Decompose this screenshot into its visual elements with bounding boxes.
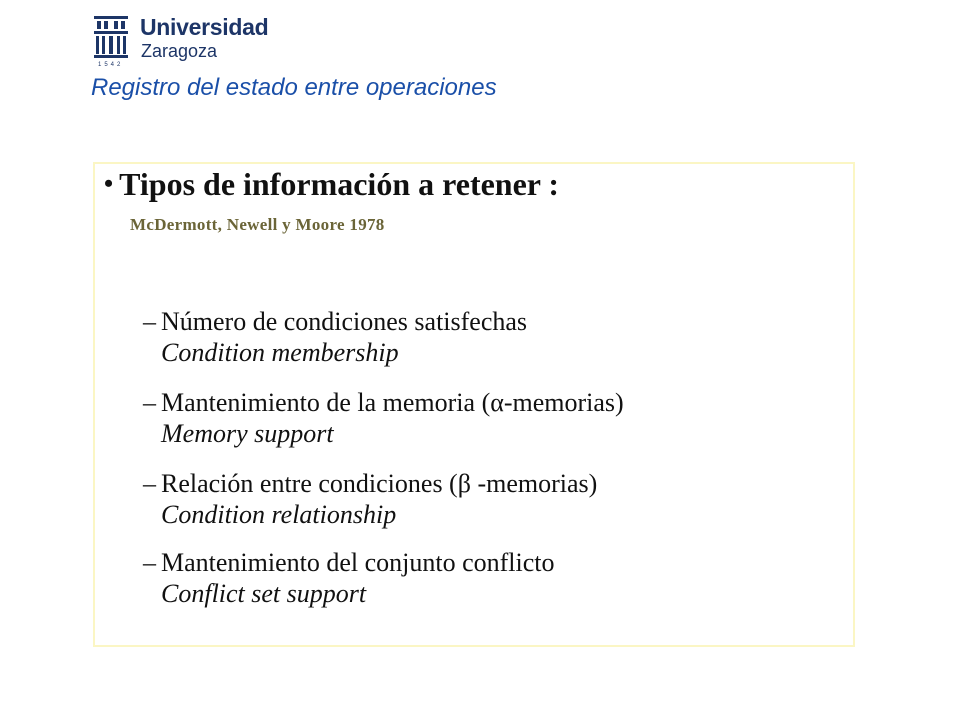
heading-text: Tipos de información a retener :	[119, 166, 560, 202]
university-logo	[92, 12, 312, 72]
bullet-icon: •	[104, 169, 114, 198]
section-heading	[104, 166, 559, 203]
list-item	[143, 306, 527, 368]
university-emblem-icon	[92, 14, 130, 62]
item-english: Memory support	[161, 419, 334, 448]
logo-year-text: 1542	[98, 62, 124, 68]
item-spanish: Número de condiciones satisfechas	[161, 307, 528, 336]
item-spanish: Mantenimiento del conjunto conflicto	[161, 548, 555, 577]
dash-marker: –	[143, 307, 156, 336]
item-spanish: Relación entre condiciones (β -memorias)	[161, 469, 598, 498]
item-spanish: Mantenimiento de la memoria (α-memorias)	[161, 388, 624, 417]
logo-city-text: Zaragoza	[141, 41, 218, 61]
list-item	[143, 468, 597, 530]
list-item	[143, 387, 624, 449]
logo-university-text: Universidad	[140, 14, 269, 40]
slide-title: Registro del estado entre operaciones	[91, 74, 497, 101]
dash-marker: –	[143, 548, 156, 577]
list-item	[143, 547, 555, 609]
dash-marker: –	[143, 388, 156, 417]
item-english: Condition membership	[161, 338, 399, 367]
item-english: Conflict set support	[161, 579, 367, 608]
citation: McDermott, Newell y Moore 1978	[130, 215, 385, 234]
dash-marker: –	[143, 469, 156, 498]
item-english: Condition relationship	[161, 500, 397, 529]
